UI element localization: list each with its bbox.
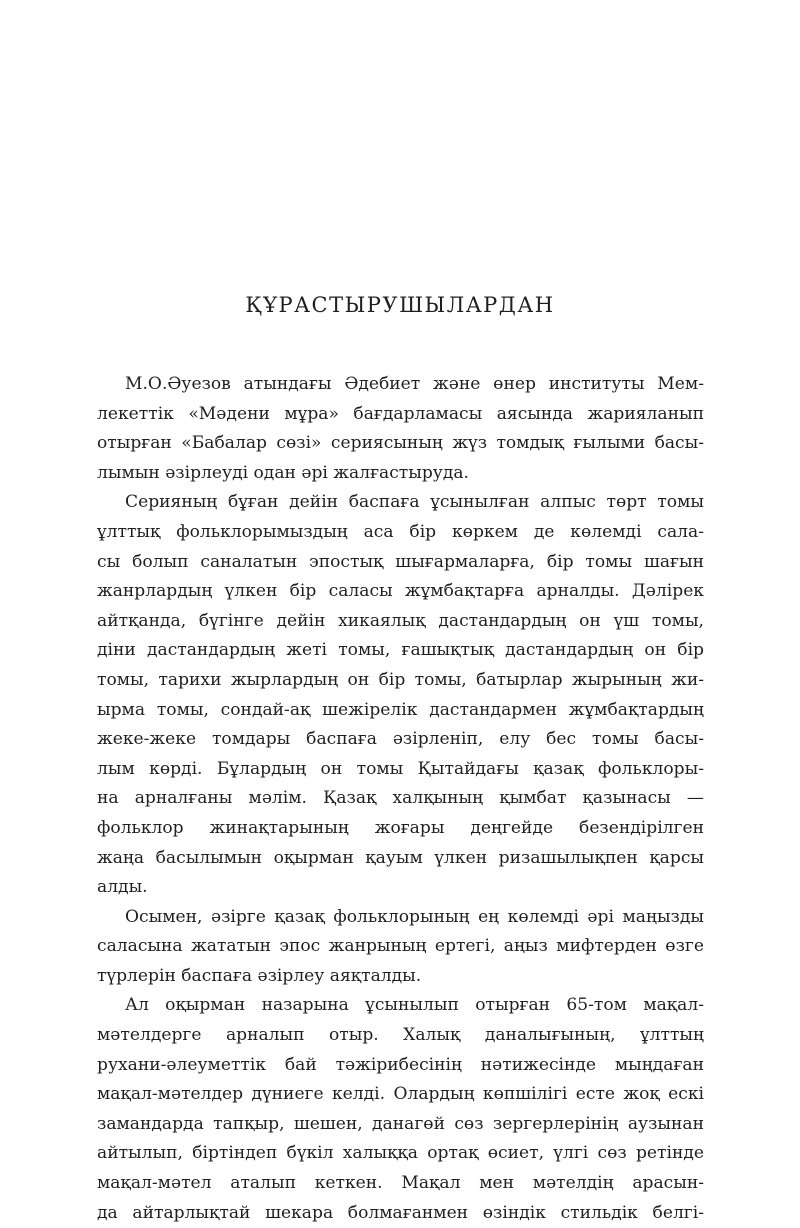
text-line: айтылып, біртіндеп бүкіл халыққа ортақ өсиет, үлгі сөз ретінде xyxy=(97,1143,704,1164)
paragraph-3 xyxy=(97,903,704,992)
text-line: М.О.Әуезов атындағы Әдебиет және өнер институты Мем- xyxy=(125,374,704,394)
text-line: айтқанда, бүгінге дейін хикаялық дастандардың он үш томы, xyxy=(97,610,704,631)
text-line: отырған «Бабалар сөзі» сериясының жүз томдық ғылыми басы- xyxy=(97,433,704,454)
text-line: жеке-жеке томдары баспаға әзірленіп, елу бес томы басы- xyxy=(97,729,704,750)
text-line: сы болып саналатын эпостық шығармаларға, бір томы шағын xyxy=(97,551,704,572)
text-line: мәтелдерге арналып отыр. Халық даналығының, ұлттың xyxy=(97,1025,704,1046)
page-heading: ҚҰРАСТЫРУШЫЛАРДАН xyxy=(245,293,555,317)
text-line: діни дастандардың жеті томы, ғашықтық дастандардың он бір xyxy=(97,640,704,661)
text-line: түрлерін баспаға әзірлеу аяқталды. xyxy=(97,965,422,986)
text-line: ұлттық фольклорымыздың аса бір көркем де көлемді сала- xyxy=(97,521,704,542)
text-line: саласына жататын эпос жанрының ертегі, аңыз мифтерден өзге xyxy=(97,936,704,957)
paragraph-4 xyxy=(97,991,704,1228)
text-line: мақал-мәтел аталып кеткен. Мақал мен мәтелдің арасын- xyxy=(97,1173,704,1194)
text-line: мақал-мәтелдер дүниеге келді. Олардың көпшілігі есте жоқ ескі xyxy=(97,1084,704,1105)
text-line: на арналғаны мәлім. Қазақ халқының қымбат қазынасы — xyxy=(97,788,704,809)
text-line: Серияның бұған дейін баспаға ұсынылған алпыс төрт томы xyxy=(125,492,704,513)
text-line: томы, тарихи жырлардың он бір томы, батырлар жырының жи- xyxy=(97,669,704,690)
text-line: алды. xyxy=(97,877,148,898)
text-line: рухани-әлеуметтік бай тәжірибесінің нәтижесінде мыңдаған xyxy=(97,1054,704,1075)
text-line: да айтарлықтай шекара болмағанмен өзіндік стильдік белгі- xyxy=(97,1202,704,1223)
text-line: лымын әзірлеуді одан әрі жалғастыруда. xyxy=(97,462,469,483)
text-line: жаңа басылымын оқырман қауым үлкен ризашылықпен қарсы xyxy=(97,847,704,868)
text-line: лым көрді. Бұлардың он томы Қытайдағы қазақ фольклоры- xyxy=(97,758,704,779)
text-line: жанрлардың үлкен бір саласы жұмбақтарға арналды. Дәлірек xyxy=(97,581,704,602)
text-line: фольклор жинақтарының жоғары деңгейде безендірілген xyxy=(97,817,704,838)
text-line: лекеттік «Мәдени мұра» бағдарламасы аясында жарияланып xyxy=(97,403,704,424)
text-line: замандарда тапқыр, шешен, данагөй сөз зергерлерінің аузынан xyxy=(97,1113,704,1134)
paragraph-2 xyxy=(97,488,704,902)
text-line: Осымен, әзірге қазақ фольклорының ең көлемді әрі маңызды xyxy=(125,906,704,927)
paragraph-1 xyxy=(97,370,704,488)
body-text xyxy=(97,370,704,1228)
text-line: Ал оқырман назарына ұсынылып отырған 65-том мақал- xyxy=(125,995,704,1016)
text-line: ырма томы, сондай-ақ шежірелік дастандармен жұмбақтардың xyxy=(97,699,704,720)
